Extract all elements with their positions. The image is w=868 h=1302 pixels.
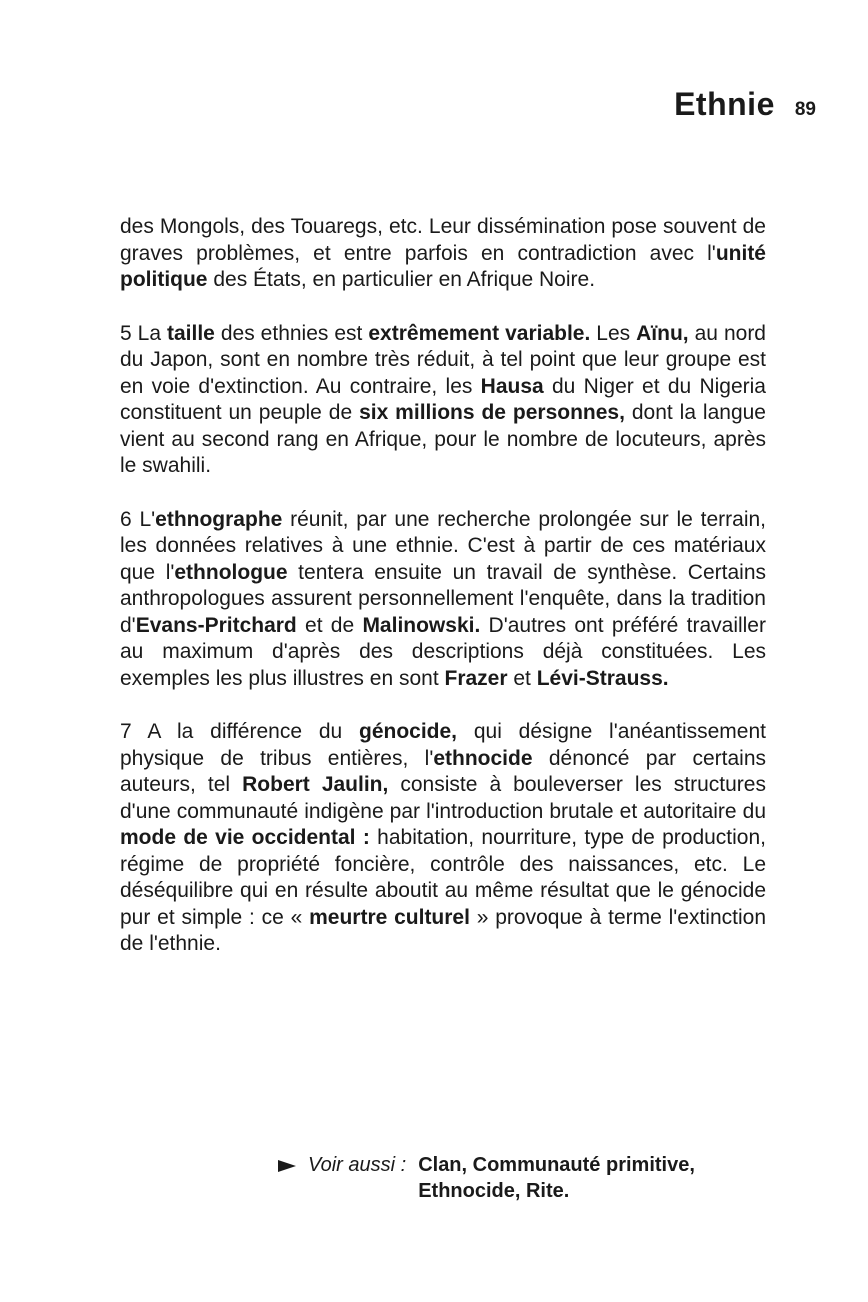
paragraph-7: 7 A la différence du génocide, qui désigne l'anéantissement physique de tribus entières, l'ethnocide dénoncé par certains auteurs, tel Robert Jaulin, consiste à bouleverser les structures d'une communauté indigène par l'introduction brutale et autoritaire du mode de vie occidental : habitation, nourriture, type de production, régime de propriété foncière, contrôle des naissances, etc. Le déséquilibre qui en résulte aboutit au même résultat que le génocide pur et simple : ce « meurtre culturel » provoque à terme l'extinction de l'ethnie. xyxy=(120,720,767,955)
page-number: 89 xyxy=(794,99,816,120)
see-also-label: Voir aussi : xyxy=(308,1154,407,1176)
term-bold: Evans-Pritchard xyxy=(135,613,297,637)
see-also-line: Clan, Communauté primitive, xyxy=(418,1154,695,1176)
see-also-line: Ethnocide, Rite. xyxy=(418,1180,570,1202)
term-bold: génocide, xyxy=(359,720,458,743)
term-bold: unité politique xyxy=(120,241,766,291)
term-bold: Malinowski. xyxy=(362,613,481,637)
paragraph-6: 6 L'ethnographe réunit, par une recherche prolongée sur le terrain, les données relatives à une ethnie. C'est à partir de ces matériaux que l'ethnologue tentera ensuite un travail de synthèse. Certains anthropologues assurent personnellement l'enquête, dans la tradition d'Evans-Pritchard et de Malinowski. D'autres ont préféré travailler au maximum d'après des descriptions déjà constituées. Les exemples les plus illustres en sont Frazer et Lévi-Strauss. xyxy=(120,507,766,690)
page-title: Ethnie xyxy=(674,86,775,122)
paragraph-continuation: des Mongols, des Touaregs, etc. Leur dissémination pose souvent de graves problèmes, et entre parfois en contradiction avec l'unité politique des États, en particulier en Afrique Noire. xyxy=(120,215,766,291)
term-bold: Frazer xyxy=(444,666,508,690)
term-bold: Robert Jaulin, xyxy=(242,773,389,796)
term-bold: ethnologue xyxy=(174,560,288,584)
term-bold: extrêmement variable. xyxy=(368,321,591,345)
term-bold: ethnocide xyxy=(433,746,533,770)
running-header xyxy=(674,86,816,123)
term-bold: mode de vie occidental : xyxy=(120,826,370,849)
term-bold: Lévi-Strauss. xyxy=(536,666,669,690)
term-bold: six millions de personnes, xyxy=(359,401,625,424)
body-text xyxy=(120,214,766,985)
see-also xyxy=(278,1152,695,1204)
term-bold: taille xyxy=(167,321,215,345)
term-bold: meurtre culturel xyxy=(309,905,470,929)
term-bold: Hausa xyxy=(480,374,544,398)
term-bold: Aïnu, xyxy=(636,321,689,345)
term-bold: ethnographe xyxy=(155,507,283,531)
see-also-references xyxy=(418,1152,695,1204)
paragraph-5: 5 La taille des ethnies est extrêmement variable. Les Aïnu, au nord du Japon, sont en nombre très réduit, à tel point que leur groupe est en voie d'extinction. Au contraire, les Hausa du Niger et du Nigeria constituent un peuple de six millions de personnes, dont la langue vient au second rang en Afrique, pour le nombre de locuteurs, après le swahili. xyxy=(120,321,766,477)
arrow-right-icon xyxy=(278,1160,296,1172)
